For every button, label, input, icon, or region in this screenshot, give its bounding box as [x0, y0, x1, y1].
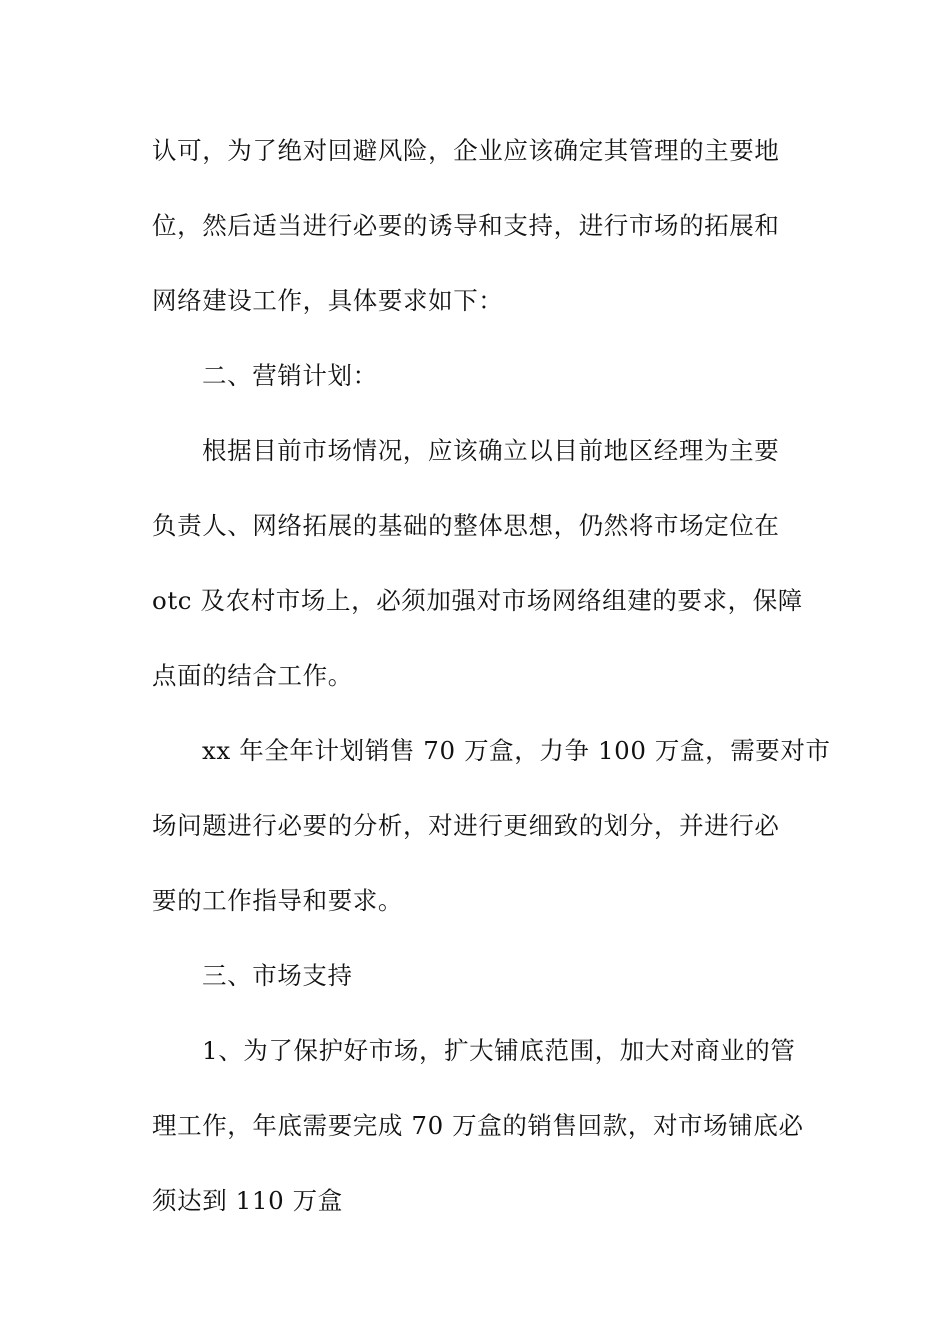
- text-line: 根据目前市场情况，应该确立以目前地区经理为主要: [202, 436, 780, 465]
- text-line: 点面的结合工作。: [152, 661, 353, 690]
- text-line: 场问题进行必要的分析，对进行更细致的划分，并进行必: [152, 811, 780, 840]
- text-line: 须达到 110 万盒: [152, 1186, 343, 1215]
- section-heading: 三、市场支持: [202, 961, 353, 990]
- text-line: 负责人、网络拓展的基础的整体思想，仍然将市场定位在: [152, 511, 780, 540]
- document-body: [152, 113, 831, 1238]
- text-line: 位，然后适当进行必要的诱导和支持，进行市场的拓展和: [152, 211, 780, 240]
- text-line: 1、为了保护好市场，扩大铺底范围，加大对商业的管: [202, 1036, 796, 1065]
- text-line: 要的工作指导和要求。: [152, 886, 403, 915]
- text-line: 认可，为了绝对回避风险，企业应该确定其管理的主要地: [152, 136, 780, 165]
- text-line: otc 及农村市场上，必须加强对市场网络组建的要求，保障: [152, 586, 803, 615]
- section-heading: 二、营销计划：: [202, 361, 378, 390]
- text-line: 网络建设工作，具体要求如下：: [152, 286, 504, 315]
- text-line: xx 年全年计划销售 70 万盒，力争 100 万盒，需要对市: [202, 736, 831, 765]
- text-line: 理工作，年底需要完成 70 万盒的销售回款，对市场铺底必: [152, 1111, 804, 1140]
